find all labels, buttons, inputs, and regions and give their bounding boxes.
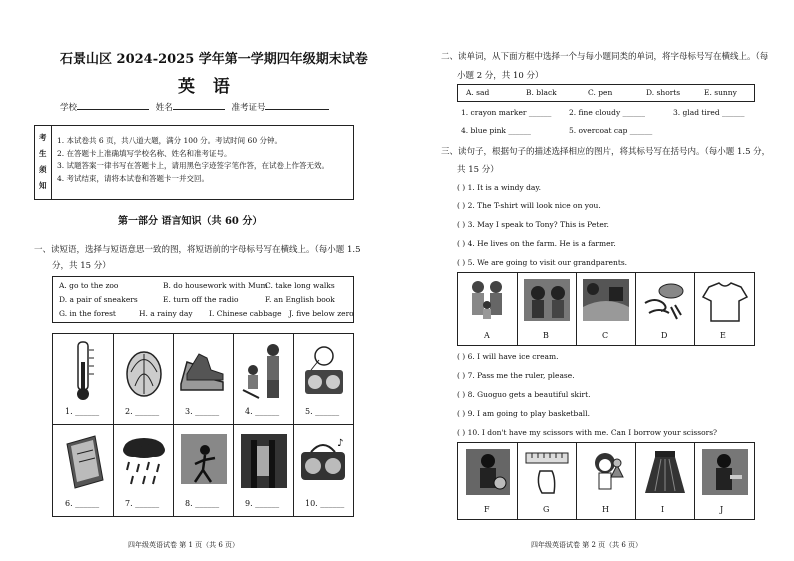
pic-label-4: 4. ______: [245, 407, 280, 416]
notice-label: 考 生 须 知: [35, 126, 52, 199]
school-label: 学校: [60, 103, 78, 113]
id-label: 准考证号: [231, 103, 266, 113]
phrase: F. an English book: [265, 295, 335, 304]
phrase: A. go to the zoo: [59, 281, 119, 290]
pic-label-9: 9. ______: [245, 499, 280, 508]
word-row-item: 3. glad tired ______: [673, 108, 745, 117]
housework-picture: [237, 340, 289, 402]
sentence: ( ) 4. He lives on the farm. He is a farmer.: [457, 239, 616, 248]
forest-picture: [239, 432, 289, 492]
left-footer: 四年级英语试卷 第 1 页（共 6 页）: [128, 541, 240, 549]
sentence: ( ) 7. Pass me the ruler, please.: [457, 371, 575, 380]
phrase: G. in the forest: [59, 309, 116, 318]
school-field[interactable]: [77, 109, 149, 110]
phrase: J. five below zero: [289, 309, 354, 318]
tshirt-picture: [701, 279, 749, 323]
pic-label-6: 6. ______: [65, 499, 100, 508]
svg-text:♪: ♪: [337, 438, 344, 449]
pic-label-5: 5. ______: [305, 407, 340, 416]
notice-box: [34, 125, 354, 200]
option: B. black: [526, 88, 557, 97]
rainy-picture: [119, 432, 169, 492]
cabbage-picture: [121, 342, 167, 400]
letter-g: G: [543, 505, 550, 514]
pic-label-2: 2. ______: [125, 407, 160, 416]
phrase: I. Chinese cabbage: [209, 309, 282, 318]
letter-b: B: [543, 331, 549, 340]
phrase: H. a rainy day: [139, 309, 193, 318]
picture-row-a: [457, 272, 755, 346]
pic-label-7: 7. ______: [125, 499, 160, 508]
pic-label-10: 10. ______: [305, 499, 345, 508]
sentence: ( ) 9. I am going to play basketball.: [457, 409, 590, 418]
sentence: ( ) 2. The T-shirt will look nice on you.: [457, 201, 601, 210]
sentence: ( ) 10. I don't have my scissors with me. Can I borrow your scissors?: [457, 428, 718, 437]
thermometer-picture: [65, 340, 101, 402]
notice-item: 4. 考试结束，请将本试卷和答题卡一并交回。: [57, 173, 210, 183]
sentence: ( ) 5. We are going to visit our grandparents.: [457, 258, 628, 267]
book-picture: [61, 432, 107, 492]
picture-grid: [52, 333, 354, 517]
word-row-item: 5. overcoat cap ______: [569, 126, 653, 135]
q2-instruction-1: 二、读单词，从下面方框中选择一个与每小题同类的单词，将字母标号写在横线上。（每: [441, 52, 769, 62]
q2-instruction-2: 小题 2 分，共 10 分）: [457, 71, 544, 81]
radio-picture: [299, 342, 349, 400]
option: C. pen: [588, 88, 613, 97]
sentence: ( ) 6. I will have ice cream.: [457, 352, 559, 361]
phrase: B. do housework with Mum: [163, 281, 268, 290]
option: E. sunny: [704, 88, 737, 97]
letter-h: H: [602, 505, 609, 514]
word-row-item: 4. blue pink ______: [461, 126, 531, 135]
notice-item: 3. 试题答案一律书写在答题卡上，请用黑色字迹签字笔作答，在试卷上作答无效。: [57, 161, 330, 170]
picture-row-b: [457, 442, 755, 520]
notice-item: 2. 在答题卡上准确填写学校名称、姓名和准考证号。: [57, 148, 232, 158]
walk-picture: [179, 432, 229, 492]
word-row-item: 1. crayon marker ______: [461, 108, 552, 117]
letter-i: I: [661, 505, 665, 514]
q1-instruction-1: 一、读短语，选择与短语意思一致的图，将短语前的字母标号写在横线上。（每小题 1.5: [34, 245, 361, 255]
basketball-picture: [464, 447, 512, 497]
pic-label-1: 1. ______: [65, 407, 100, 416]
part-title: 第一部分 语言知识（共 60 分）: [118, 216, 263, 227]
scissors-picture: [700, 447, 750, 497]
info-line: [60, 101, 329, 113]
sneakers-picture: [177, 344, 229, 398]
pic-label-8: 8. ______: [185, 499, 220, 508]
farm-picture: [581, 277, 631, 323]
options-box: [457, 84, 755, 102]
icecream-picture: [581, 447, 631, 497]
notice-list: [57, 135, 329, 185]
right-footer: 四年级英语试卷 第 2 页（共 6 页）: [531, 541, 643, 549]
sentence: ( ) 3. May I speak to Tony? This is Peter.: [457, 220, 609, 229]
phrase: C. take long walks: [265, 281, 335, 290]
letter-a: A: [484, 331, 490, 340]
subject-title: 英 语: [178, 77, 236, 97]
letter-j: J: [720, 505, 724, 514]
name-label: 姓名: [155, 103, 173, 113]
name-field[interactable]: [173, 109, 225, 110]
option: D. shorts: [646, 88, 681, 97]
phrase-box: [52, 276, 354, 323]
q3-instruction-1: 三、读句子，根据句子的描述选择相应的图片，将其标号写在括号内。（每小题 1.5 分，: [441, 147, 771, 157]
notice-item: 1. 本试卷共 6 页，共八道大题，满分 100 分。考试时间 60 分钟。: [57, 136, 282, 145]
letter-c: C: [602, 331, 609, 340]
ruler-picture: [522, 449, 572, 497]
sentence: ( ) 8. Guoguo gets a beautiful skirt.: [457, 390, 591, 399]
phone-picture: [522, 277, 572, 323]
q3-instruction-2: 共 15 分）: [457, 165, 499, 175]
letter-e: E: [720, 331, 726, 340]
pic-label-3: 3. ______: [185, 407, 220, 416]
right-page: [397, 0, 794, 561]
id-field[interactable]: [265, 109, 329, 110]
skirt-picture: [641, 447, 689, 497]
boombox-picture: [297, 432, 349, 492]
option: A. sad: [466, 88, 490, 97]
q1-instruction-2: 分，共 15 分）: [52, 261, 111, 271]
letter-d: D: [661, 331, 668, 340]
phrase: E. turn off the radio: [163, 295, 239, 304]
word-row-item: 2. fine cloudy ______: [569, 108, 646, 117]
letter-f: F: [484, 505, 490, 514]
grandparents-picture: [464, 277, 512, 323]
windy-picture: [641, 279, 689, 323]
exam-title: 石景山区 2024-2025 学年第一学期四年级期末试卷: [60, 52, 368, 67]
phrase: D. a pair of sneakers: [59, 295, 138, 304]
sentence: ( ) 1. It is a windy day.: [457, 183, 541, 192]
